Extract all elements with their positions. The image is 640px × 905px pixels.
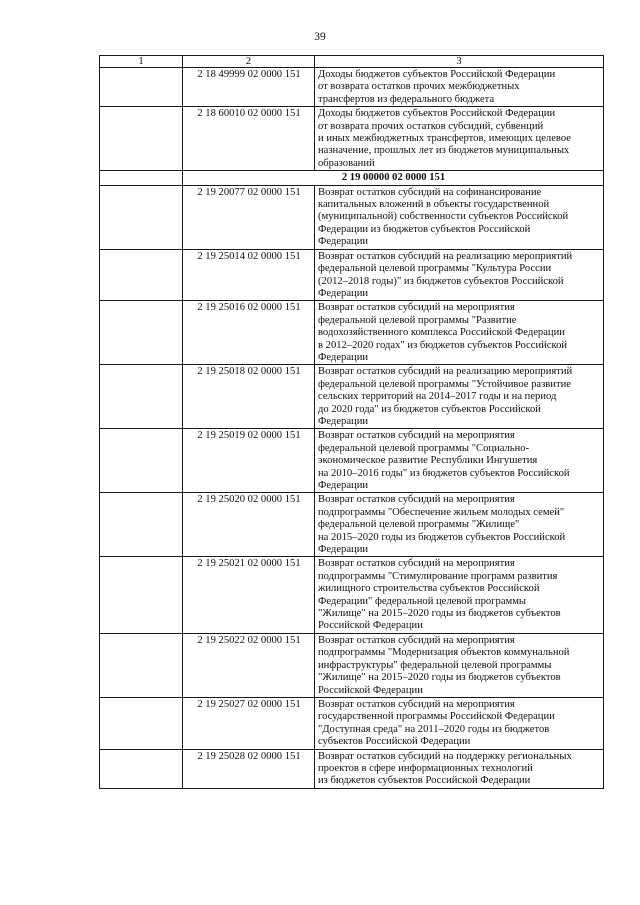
budget-code-cell: 2 18 49999 02 0000 151 [183, 68, 315, 107]
description-line: государственной программы Российской Федерации [318, 711, 555, 723]
description-line: (муниципальной) собственности субъектов Российской [318, 211, 569, 223]
description-line: из бюджетов субъектов Российской Федерации [318, 775, 531, 787]
empty-cell [100, 107, 183, 171]
section-heading-code: 2 19 00000 02 0000 151 [183, 171, 604, 185]
description-line: Возврат остатков субсидий на поддержку региональных [318, 750, 572, 762]
table-header-row [100, 56, 604, 68]
description-line: в 2012–2020 годах" из бюджетов субъектов Российской [318, 339, 568, 351]
description-line: до 2020 года" из бюджетов субъектов Российской [318, 403, 541, 415]
description-line: федеральной целевой программы "Культура России [318, 263, 552, 275]
description-line: подпрограммы "Стимулирование программ развития [318, 570, 558, 582]
description-line: Федерации [318, 287, 369, 299]
description-cell [315, 697, 604, 749]
budget-code-cell: 2 19 20077 02 0000 151 [183, 185, 315, 249]
description-line: Федерации [318, 236, 369, 248]
description-cell [315, 249, 604, 301]
description-line: трансфертов из федерального бюджета [318, 93, 495, 105]
description-line: Возврат остатков субсидий на реализацию мероприятий [318, 366, 573, 378]
budget-code-cell: 2 19 25014 02 0000 151 [183, 249, 315, 301]
description-cell [315, 301, 604, 365]
description-line: Федерации" федеральной целевой программы [318, 595, 527, 607]
table-row [100, 68, 604, 107]
description-line: субъектов Российской Федерации [318, 736, 471, 748]
description-cell [315, 429, 604, 493]
description-line: капитальных вложений в объекты государственной [318, 199, 550, 211]
description-line: "Жилище" на 2015–2020 годы из бюджетов субъектов [318, 608, 561, 620]
table-row [100, 749, 604, 788]
table-row [100, 557, 604, 633]
description-cell [315, 749, 604, 788]
budget-code-cell: 2 19 25018 02 0000 151 [183, 365, 315, 429]
description-line: Возврат остатков субсидий на мероприятия [318, 430, 515, 442]
description-line: Российской Федерации [318, 684, 423, 696]
page-number: 39 [314, 31, 326, 43]
description-cell [315, 633, 604, 697]
description-line: на 2015–2020 годы из бюджетов субъектов Российской [318, 531, 566, 543]
description-line: экономическое развитие Республики Ингушетия [318, 455, 538, 467]
budget-code-cell: 2 18 60010 02 0000 151 [183, 107, 315, 171]
table-row [100, 633, 604, 697]
description-line: (2012–2018 годы)" из бюджетов субъектов Российской [318, 275, 564, 287]
budget-code-cell: 2 19 25021 02 0000 151 [183, 557, 315, 633]
table-row [100, 429, 604, 493]
budget-code-cell: 2 19 25020 02 0000 151 [183, 493, 315, 557]
description-line: назначение, прошлых лет из бюджетов муниципальных [318, 145, 570, 157]
description-line: Доходы бюджетов субъектов Российской Федерации [318, 108, 556, 120]
table-body [100, 68, 604, 789]
description-line: Возврат остатков субсидий на мероприятия [318, 634, 515, 646]
description-line: Доходы бюджетов субъектов Российской Федерации [318, 69, 556, 80]
description-line: от возврата остатков прочих межбюджетных [318, 81, 520, 93]
table-row [100, 185, 604, 249]
empty-cell [100, 557, 183, 633]
description-line: Возврат остатков субсидий на софинансирование [318, 186, 542, 198]
column-header-3: 3 [315, 56, 604, 68]
empty-cell [100, 68, 183, 107]
description-line: и иных межбюджетных трансфертов, имеющих целевое [318, 133, 571, 145]
description-line: Федерации [318, 351, 369, 363]
table-row [100, 365, 604, 429]
budget-code-cell: 2 19 25022 02 0000 151 [183, 633, 315, 697]
budget-code-cell: 2 19 25016 02 0000 151 [183, 301, 315, 365]
description-line: "Жилище" на 2015–2020 годы из бюджетов субъектов [318, 672, 561, 684]
description-line: жилищного строительства субъектов Российской [318, 583, 540, 595]
description-cell [315, 365, 604, 429]
description-line: федеральной целевой программы "Устойчивое развитие [318, 378, 571, 390]
description-cell [315, 557, 604, 633]
empty-cell [100, 365, 183, 429]
empty-cell [100, 697, 183, 749]
description-line: Возврат остатков субсидий на мероприятия [318, 302, 515, 314]
description-line: подпрограммы "Модернизация объектов коммунальной [318, 647, 570, 659]
description-line: федеральной целевой программы "Развитие [318, 314, 517, 326]
empty-cell [100, 185, 183, 249]
description-line: инфраструктуры" федеральной целевой программы [318, 659, 552, 671]
table-row [100, 493, 604, 557]
empty-cell [100, 493, 183, 557]
description-cell [315, 68, 604, 107]
description-line: "Доступная среда" на 2011–2020 годы из бюджетов [318, 723, 550, 735]
empty-cell [100, 301, 183, 365]
description-line: Федерации [318, 544, 369, 556]
budget-classification-table [99, 55, 604, 789]
empty-cell [100, 249, 183, 301]
budget-code-cell: 2 19 25028 02 0000 151 [183, 749, 315, 788]
empty-cell [100, 429, 183, 493]
empty-cell [100, 633, 183, 697]
column-header-1: 1 [100, 56, 183, 68]
description-line: на 2010–2016 годы" из бюджетов субъектов Российской [318, 467, 570, 479]
description-line: Российской Федерации [318, 620, 423, 632]
description-line: федеральной целевой программы "Социально- [318, 442, 530, 454]
description-line: сельских территорий на 2014–2017 годы и на период [318, 391, 557, 403]
description-line: Федерации [318, 415, 369, 427]
description-line: Возврат остатков субсидий на реализацию мероприятий [318, 250, 573, 262]
description-line: Возврат остатков субсидий на мероприятия [318, 558, 515, 570]
table-row [100, 107, 604, 171]
description-line: образований [318, 157, 375, 169]
description-cell [315, 185, 604, 249]
description-line: Возврат остатков субсидий на мероприятия [318, 494, 515, 506]
description-line: Возврат остатков субсидий на мероприятия [318, 698, 515, 710]
table-row [100, 697, 604, 749]
section-heading-row [100, 171, 604, 185]
description-line: Федерации из бюджетов субъектов Российской [318, 223, 531, 235]
table-row [100, 249, 604, 301]
empty-cell [100, 749, 183, 788]
column-header-2: 2 [183, 56, 315, 68]
description-cell [315, 493, 604, 557]
description-cell [315, 107, 604, 171]
empty-cell [100, 171, 183, 185]
description-line: подпрограммы "Обеспечение жильем молодых семей" [318, 506, 565, 518]
budget-code-cell: 2 19 25027 02 0000 151 [183, 697, 315, 749]
budget-code-cell: 2 19 25019 02 0000 151 [183, 429, 315, 493]
description-line: водохозяйственного комплекса Российской Федерации [318, 327, 565, 339]
description-line: федеральной целевой программы "Жилище" [318, 519, 520, 531]
table-row [100, 301, 604, 365]
description-line: проектов в сфере информационных технологий [318, 762, 533, 774]
description-line: Федерации [318, 480, 369, 491]
description-line: от возврата прочих остатков субсидий, субвенций [318, 120, 544, 132]
